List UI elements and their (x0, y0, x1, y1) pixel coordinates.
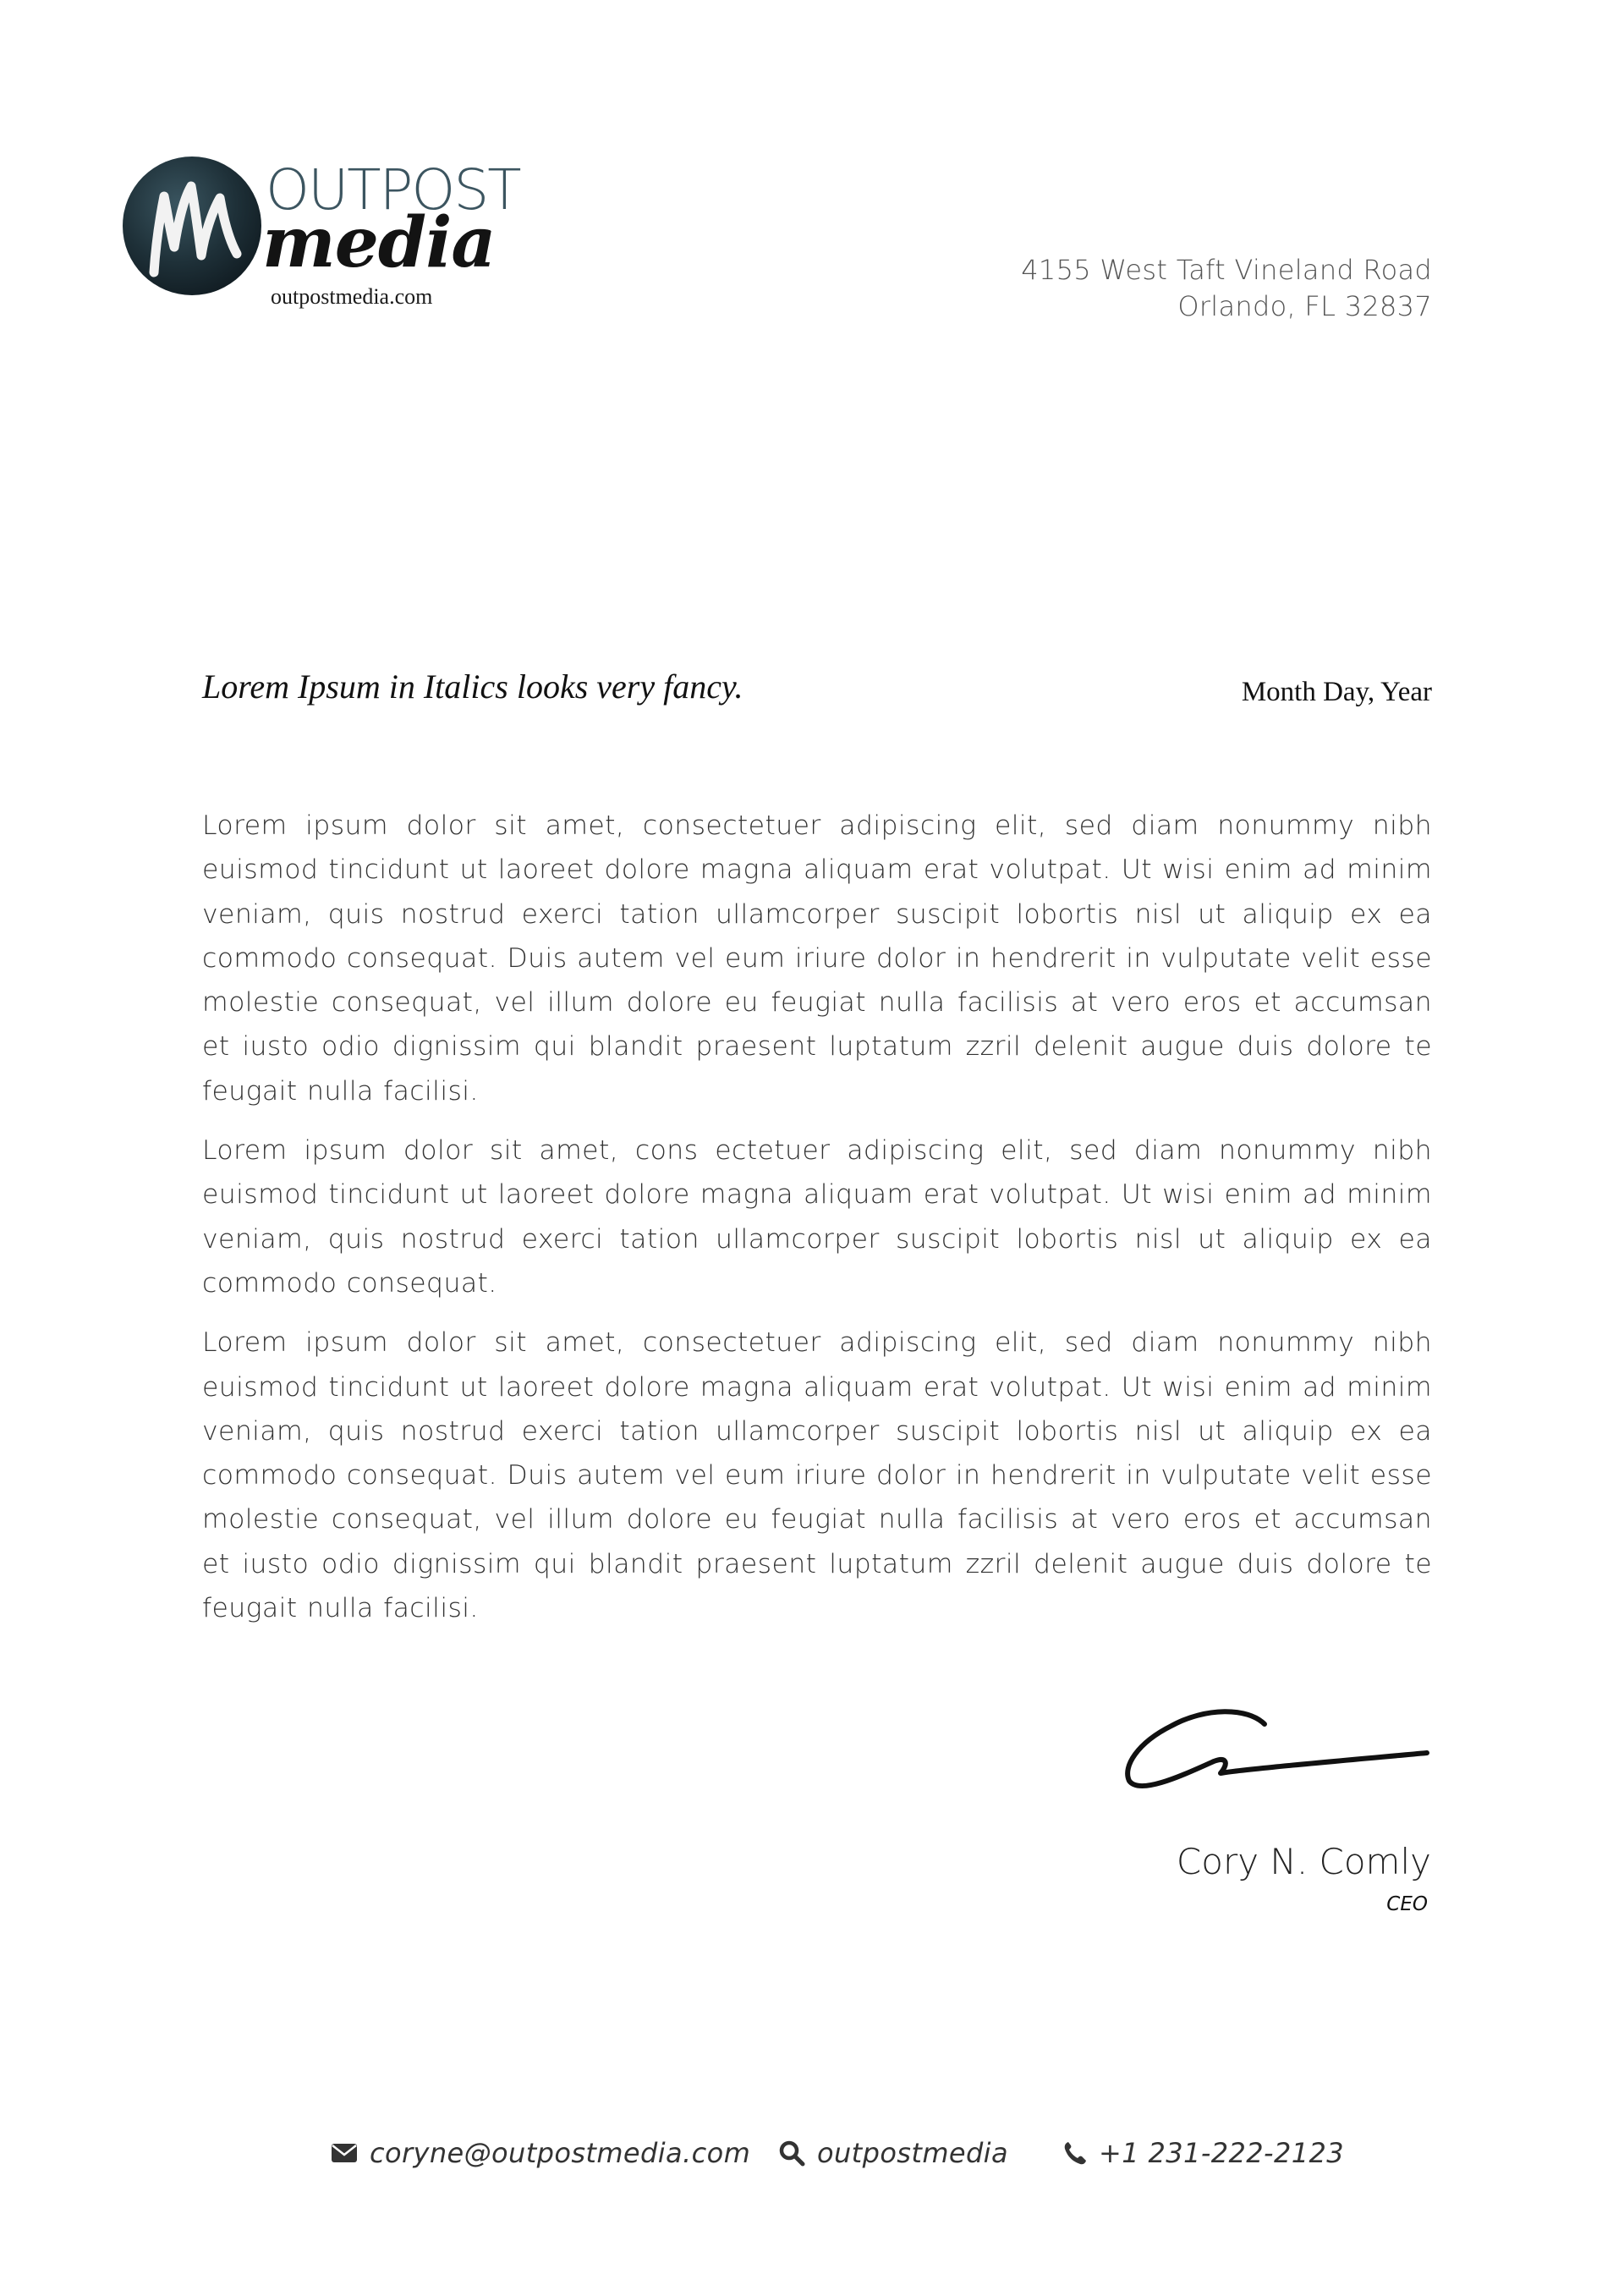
signer-name: Cory N. Comly (1176, 1841, 1431, 1882)
body-paragraph-2: Lorem ipsum dolor sit amet, cons ectetuer adipiscing elit, sed diam nonummy nibh euismod tincidunt ut laoreet dolore magna aliquam erat volutpat. Ut wisi enim ad minim veniam, quis nostrud exerci tation ullamcorper suscipit lobortis nisl ut aliquip ex ea commodo consequat. (202, 1135, 1432, 1299)
logo-wordmark-media: media (262, 202, 496, 283)
contact-email[interactable] (331, 2132, 750, 2174)
contact-phone[interactable] (1063, 2132, 1344, 2174)
contact-web-text: outpostmedia (817, 2137, 1008, 2169)
company-logo (120, 154, 518, 315)
footer-contacts (0, 2132, 1624, 2174)
contact-email-text: coryne@outpostmedia.com (370, 2137, 751, 2169)
address-line-2: Orlando, FL 32837 (1177, 290, 1432, 322)
letter-body (202, 804, 1432, 1645)
letter-date: Month Day, Year (1241, 677, 1432, 707)
envelope-icon (331, 2142, 358, 2164)
body-paragraph-1: Lorem ipsum dolor sit amet, consectetuer adipiscing elit, sed diam nonummy nibh euismod tincidunt ut laoreet dolore magna aliquam erat volutpat. Ut wisi enim ad minim veniam, quis nostrud exerci tation ullamcorper suscipit lobortis nisl ut aliquip ex ea commodo consequat. Duis autem vel eum iriure dolor in hendrerit in vulputate velit esse molestie consequat, vel illum dolore eu feugiat nulla facilisis at vero eros et accumsan et iusto odio dignissim qui blandit praesent luptatum zzril delenit augue duis dolore te feugait nulla facilisi. (202, 810, 1432, 1107)
signer-title: CEO (1386, 1893, 1428, 1915)
search-icon (778, 2139, 805, 2167)
body-paragraph-3: Lorem ipsum dolor sit amet, consectetuer adipiscing elit, sed diam nonummy nibh euismod tincidunt ut laoreet dolore magna aliquam erat volutpat. Ut wisi enim ad minim veniam, quis nostrud exerci tation ullamcorper suscipit lobortis nisl ut aliquip ex ea commodo consequat. Duis autem vel eum iriure dolor in hendrerit in vulputate velit esse molestie consequat, vel illum dolore eu feugiat nulla facilisis at vero eros et accumsan et iusto odio dignissim qui blandit praesent luptatum zzril delenit augue duis dolore te feugait nulla facilisi. (202, 1327, 1432, 1624)
contact-web[interactable] (778, 2132, 1008, 2174)
contact-phone-text: +1 231-222-2123 (1099, 2137, 1345, 2169)
logo-mark-icon (120, 154, 264, 298)
letter-subject: Lorem Ipsum in Italics looks very fancy. (202, 667, 743, 706)
logo-url[interactable]: outpostmedia.com (271, 284, 433, 309)
logo-wordmark-outpost: OUTPOST (266, 157, 520, 222)
company-address (1021, 252, 1432, 325)
address-line-1: 4155 West Taft Vineland Road (1021, 254, 1432, 286)
handwritten-signature (1121, 1700, 1434, 1802)
phone-icon (1063, 2140, 1087, 2166)
